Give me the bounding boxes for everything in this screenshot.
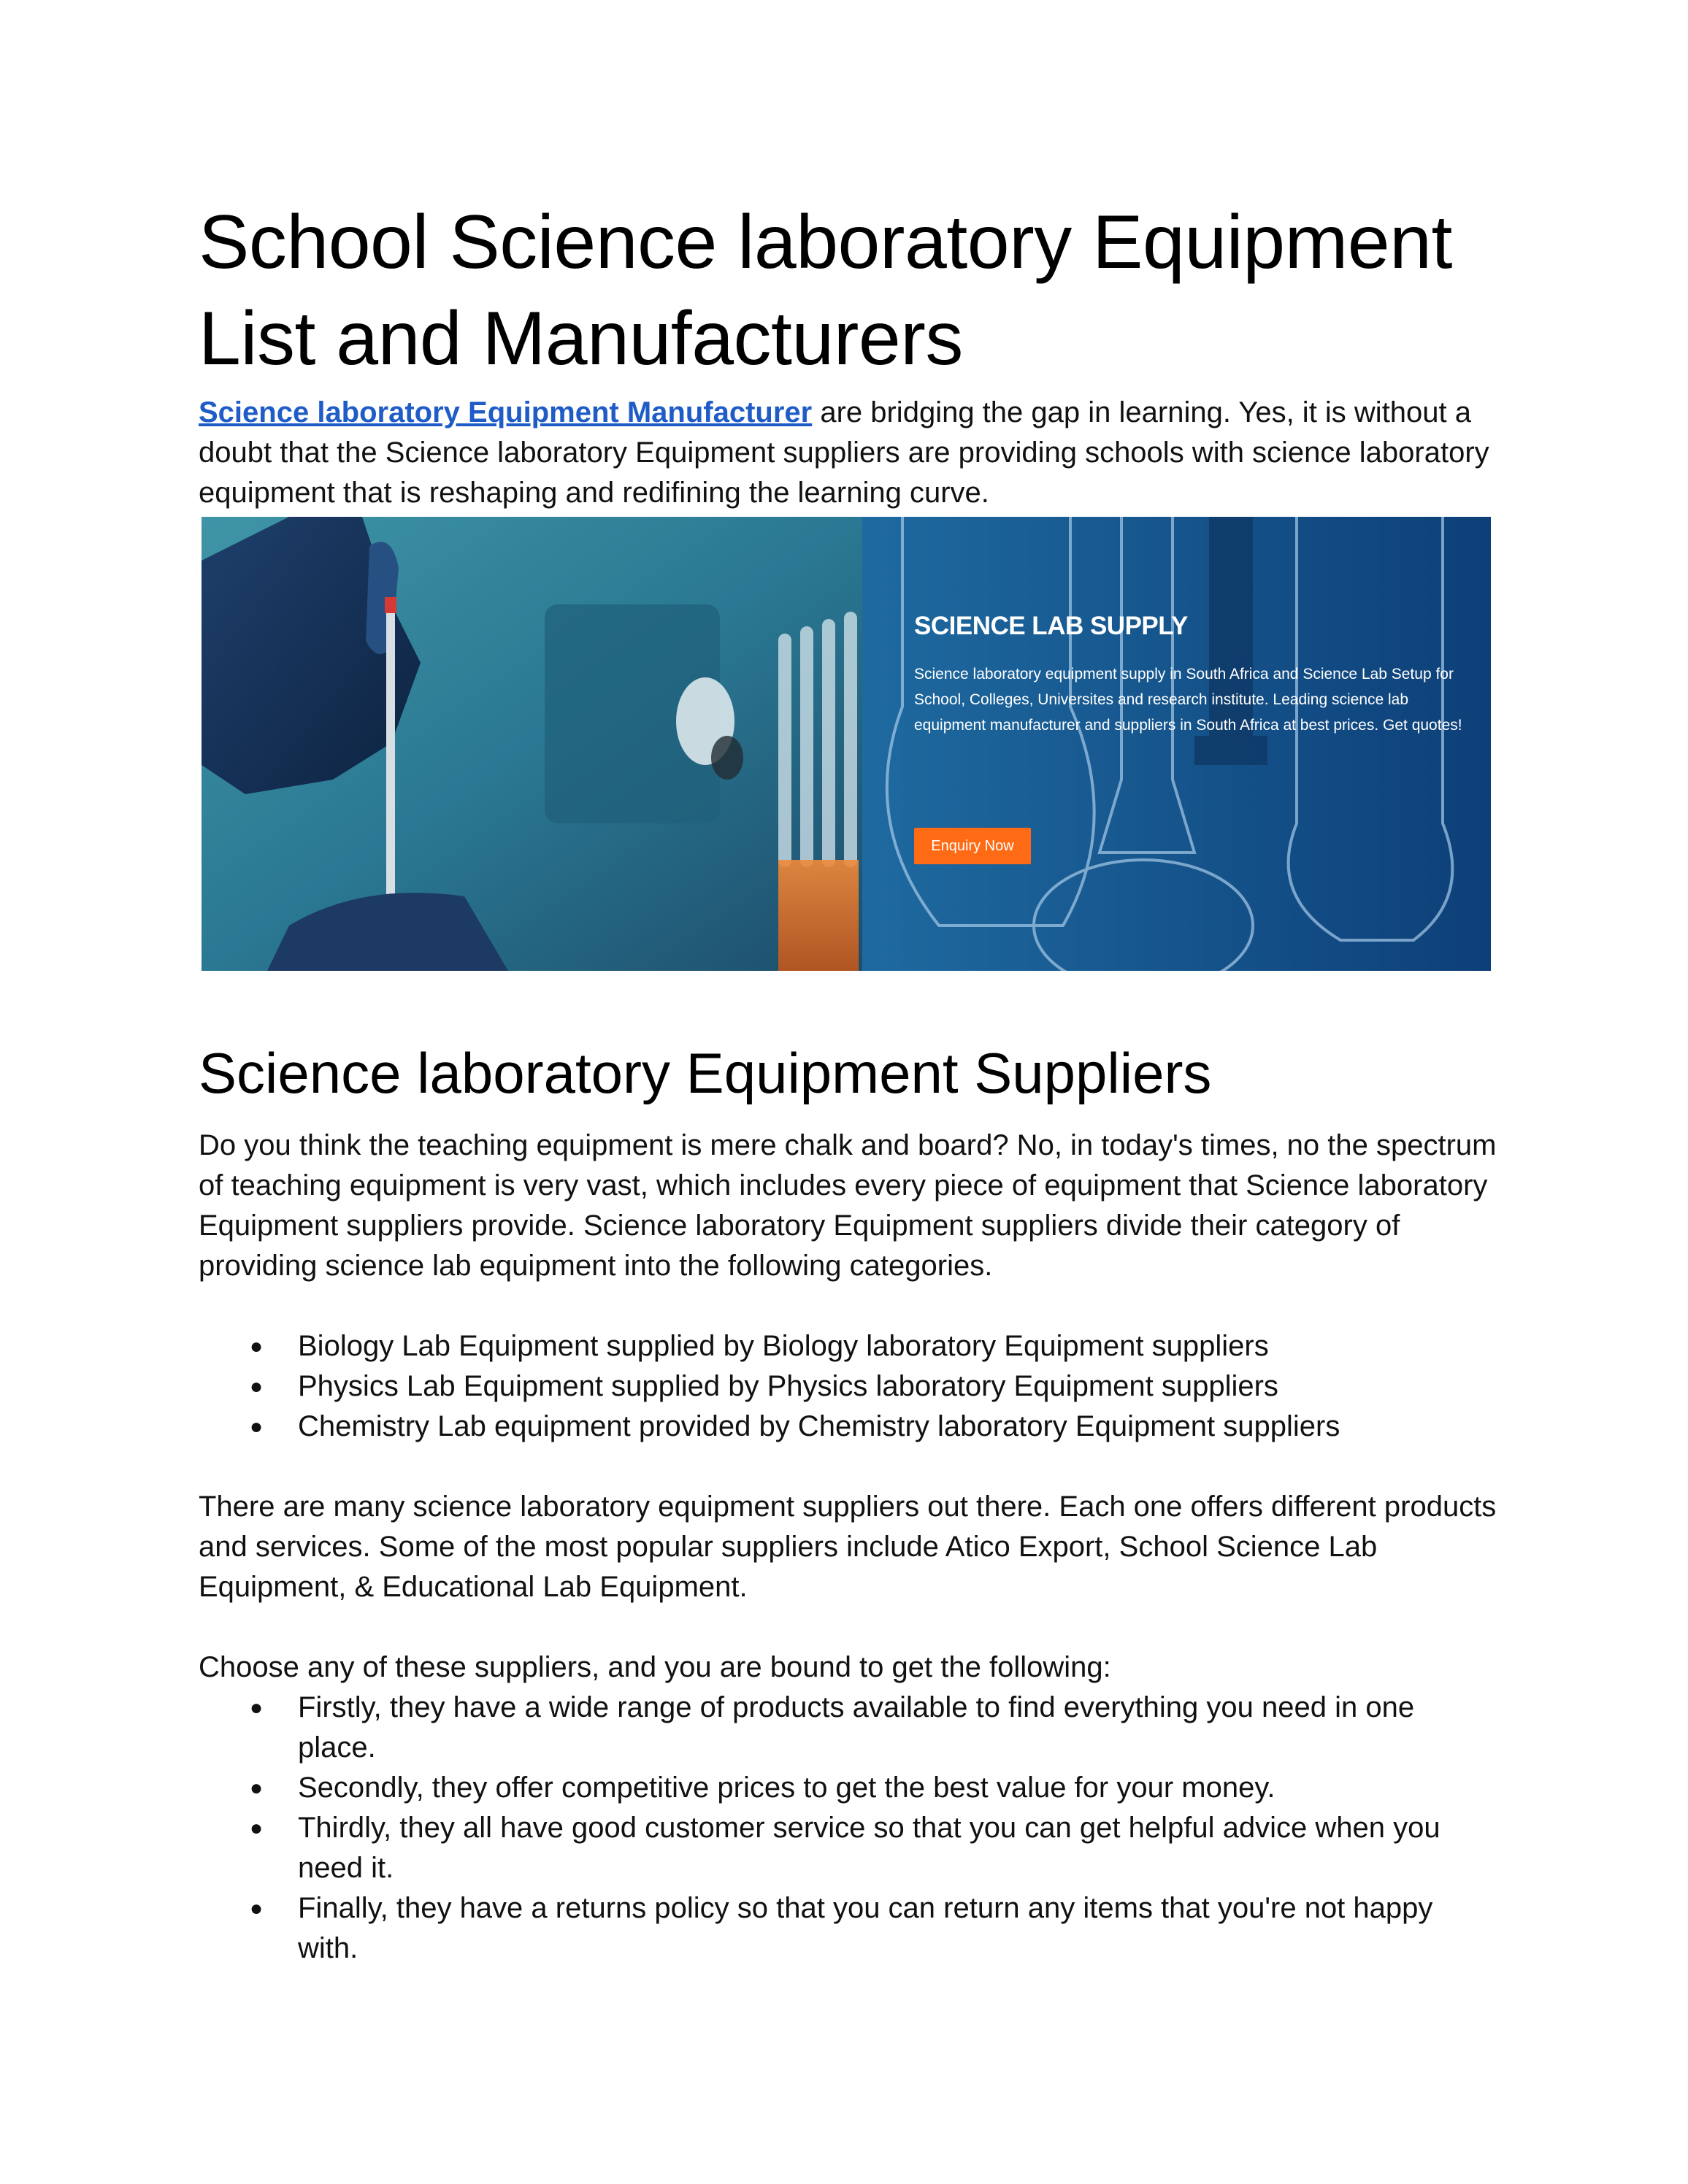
category-list <box>199 1326 1498 1447</box>
list-item: ● Finally, they have a returns policy so that you can return any items that you're not happy with. <box>199 1888 1498 1969</box>
science-lab-supply-banner <box>202 517 1491 971</box>
manufacturer-link[interactable]: Science laboratory Equipment Manufacturer <box>199 396 813 428</box>
paragraph-choose: Choose any of these suppliers, and you are bound to get the following: <box>199 1651 1111 1683</box>
benefits-list <box>199 1688 1498 1969</box>
list-item: ● Secondly, they offer competitive prices to get the best value for your money. <box>199 1768 1498 1808</box>
lab-photo-illustration <box>202 517 1491 971</box>
intro-paragraph <box>199 393 1498 513</box>
enquiry-now-button[interactable]: Enquiry Now <box>914 828 1031 864</box>
paragraph-suppliers: There are many science laboratory equipment suppliers out there. Each one offers different products and services. Some of the most popular suppliers include Atico Export, School Science Lab Equipment, & Educational Lab Equipment. <box>199 1491 1497 1603</box>
list-item: ● Firstly, they have a wide range of products available to find everything you need in one place. <box>199 1688 1498 1768</box>
page-title: School Science laboratory Equipment List and Manufacturers <box>199 200 1452 381</box>
banner-copy <box>914 612 1469 738</box>
banner-text: Science laboratory equipment supply in South Africa and Science Lab Setup for School, Colleges, Universites and research institute. Leading science lab equipment manufacturer and suppliers in South Africa at best prices. Get quotes! <box>914 666 1462 734</box>
list-item: ● Chemistry Lab equipment provided by Chemistry laboratory Equipment suppliers <box>199 1407 1498 1447</box>
paragraph-categories: Do you think the teaching equipment is mere chalk and board? No, in today's times, no the spectrum of teaching equipment is very vast, which includes every piece of equipment that Science laboratory Equipment suppliers provide. Science laboratory Equipment suppliers divide their category of providing science lab equipment into the following categories. <box>199 1129 1497 1282</box>
list-item: ● Physics Lab Equipment supplied by Physics laboratory Equipment suppliers <box>199 1366 1498 1407</box>
list-item: ● Biology Lab Equipment supplied by Biology laboratory Equipment suppliers <box>199 1326 1498 1366</box>
list-item: ● Thirdly, they all have good customer service so that you can get helpful advice when you need it. <box>199 1808 1498 1888</box>
section-heading: Science laboratory Equipment Suppliers <box>199 1041 1212 1105</box>
intro-text: are bridging the gap in learning. Yes, it is without a doubt that the Science laboratory Equipment suppliers are providing schools with science laboratory equipment that is reshaping and redifining the learning curve. <box>199 396 1489 509</box>
banner-title: SCIENCE LAB SUPPLY <box>914 612 1188 640</box>
